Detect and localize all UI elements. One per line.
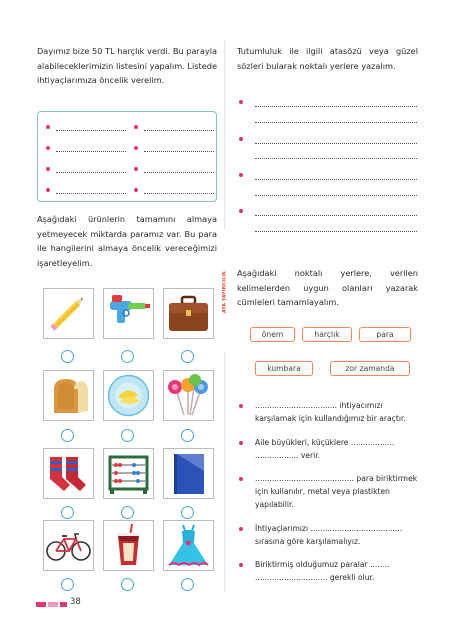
select-drink-cup-circle[interactable] <box>121 578 134 591</box>
instruction-list: Dayımız bize 50 TL harçlık verdi. Bu parayla alabileceklerimizin listesini yapalım. Listede ihtiyaçlarımıza öncelik verelim. <box>37 46 218 86</box>
page-bar-2 <box>48 602 58 607</box>
fill-sentence-4[interactable]: İhtiyaçlarımızı ...................................... sırasına göre karşılamalıyız. <box>255 524 403 547</box>
bullet-icon <box>239 173 243 177</box>
bullet-icon <box>134 125 138 129</box>
bullet-icon <box>46 188 50 192</box>
select-lollipops-circle[interactable] <box>181 429 194 442</box>
bullet-icon <box>134 146 138 150</box>
instruction-priority: Aşağıdaki ürünlerin tamamını almaya yetmeyecek miktarda paramız var. Bu para ile hangilerini almaya öncelik vereceğimizi işaretleyelim. <box>37 214 217 268</box>
water-gun-icon <box>103 288 154 339</box>
bullet-icon <box>239 209 243 213</box>
word-harclik[interactable]: harçlık <box>302 327 352 342</box>
answer-line[interactable] <box>255 215 417 216</box>
notebook-icon <box>163 448 214 499</box>
list-item[interactable] <box>46 122 126 132</box>
publisher-label: ATA YAYINCILIK <box>222 270 227 314</box>
bread-icon <box>43 370 94 421</box>
answer-line[interactable] <box>255 195 417 196</box>
pencil-icon <box>43 288 94 339</box>
bullet-icon <box>134 167 138 171</box>
select-abacus-circle[interactable] <box>121 506 134 519</box>
bullet-icon <box>46 167 50 171</box>
fill-sentence-3[interactable]: ......................................... para biriktirmek için kullanılır, metal veya plastikten yapılabilir. <box>255 474 418 510</box>
bicycle-icon <box>43 520 94 571</box>
select-lemon-plate-circle[interactable] <box>121 429 134 442</box>
select-notebook-circle[interactable] <box>181 506 194 519</box>
list-item[interactable] <box>46 185 126 195</box>
word-para[interactable]: para <box>359 327 411 342</box>
answer-line[interactable] <box>255 122 417 123</box>
list-item[interactable] <box>134 143 214 153</box>
fill-sentence-2[interactable]: Aile büyükleri, küçüklere .................. .................. verir. <box>255 438 395 461</box>
answer-line[interactable] <box>255 106 417 107</box>
word-onem[interactable]: önem <box>250 327 295 342</box>
socks-icon <box>43 448 94 499</box>
list-item[interactable] <box>134 122 214 132</box>
bullet-icon <box>239 137 243 141</box>
column-divider-top <box>224 40 225 230</box>
lemon-plate-icon <box>103 370 154 421</box>
column-divider-bottom <box>224 352 225 592</box>
page-bar-3 <box>60 602 67 607</box>
dress-icon <box>163 520 214 571</box>
bullet-icon <box>239 477 243 481</box>
select-bread-circle[interactable] <box>61 429 74 442</box>
lollipops-icon <box>163 370 214 421</box>
answer-line[interactable] <box>255 179 417 180</box>
shopping-list-box <box>37 111 217 202</box>
select-briefcase-circle[interactable] <box>181 350 194 363</box>
page-number: 38 <box>70 597 81 607</box>
abacus-icon <box>103 448 154 499</box>
list-item[interactable] <box>46 164 126 174</box>
fill-sentence-1[interactable]: .................................. ihtiyacımızı karşılamak için kullandığımız bir araçtır. <box>255 401 406 424</box>
word-zor-zamanda[interactable]: zor zamanda <box>330 361 410 376</box>
bullet-icon <box>46 146 50 150</box>
list-item[interactable] <box>134 164 214 174</box>
bullet-icon <box>134 188 138 192</box>
select-dress-circle[interactable] <box>181 578 194 591</box>
page-bar-1 <box>36 602 46 607</box>
instruction-fill-in: Aşağıdaki noktalı yerlere, verilen kelimelerden uygun olanları yazarak cümleleri tamamlayalım. <box>237 268 418 308</box>
bullet-icon <box>239 404 243 408</box>
select-pencil-circle[interactable] <box>61 350 74 363</box>
list-item[interactable] <box>134 185 214 195</box>
briefcase-icon <box>163 288 214 339</box>
fill-sentence-5[interactable]: Biriktirmiş olduğumuz paralar ........ .............................. gerekli olur. <box>255 560 390 583</box>
answer-line[interactable] <box>255 231 417 232</box>
bullet-icon <box>239 100 243 104</box>
answer-line[interactable] <box>255 158 417 159</box>
drink-cup-icon <box>103 520 154 571</box>
list-item[interactable] <box>46 143 126 153</box>
select-socks-circle[interactable] <box>61 506 74 519</box>
answer-line[interactable] <box>255 143 417 144</box>
bullet-icon <box>239 563 243 567</box>
select-bicycle-circle[interactable] <box>61 578 74 591</box>
word-kumbara[interactable]: kumbara <box>255 361 313 376</box>
bullet-icon <box>239 527 243 531</box>
bullet-icon <box>46 125 50 129</box>
instruction-proverbs: Tutumluluk ile ilgili atasözü veya güzel sözleri bularak noktalı yerlere yazalım. <box>237 46 418 71</box>
select-water-gun-circle[interactable] <box>121 350 134 363</box>
bullet-icon <box>239 441 243 445</box>
